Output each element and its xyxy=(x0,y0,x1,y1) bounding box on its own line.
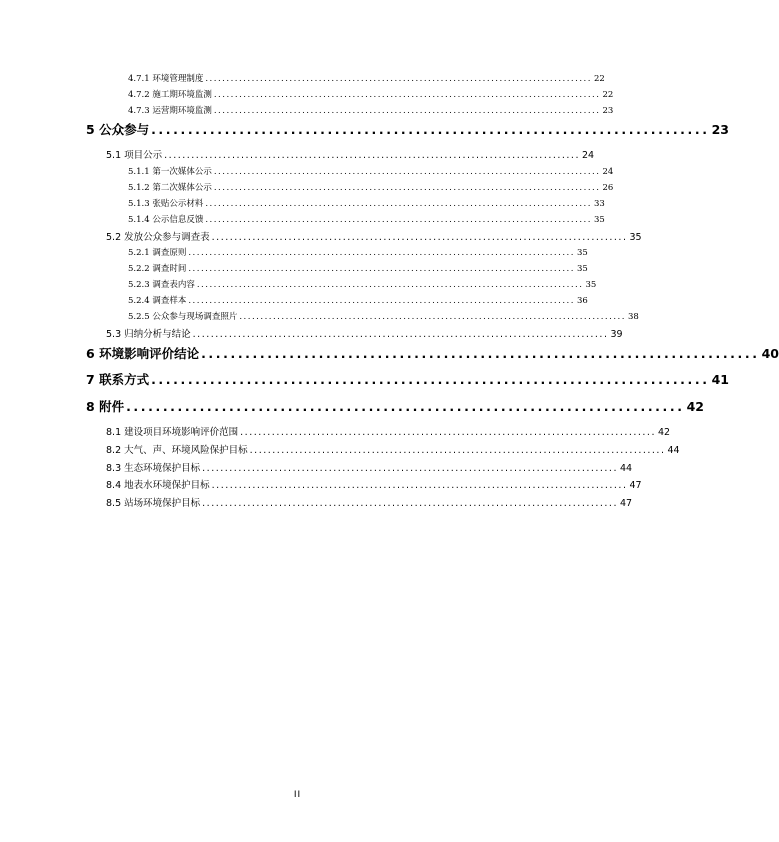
toc-page-number: 38 xyxy=(627,312,639,322)
toc-leader: ............................................................................................ xyxy=(188,264,575,274)
toc-entry-title: 7 联系方式 xyxy=(86,372,150,387)
toc-leader: ............................................................................................ xyxy=(213,167,601,177)
toc-entry-5-2-1[interactable] xyxy=(128,246,588,260)
toc-page-number: 22 xyxy=(602,90,614,100)
toc-entry-title: 5.2 发放公众参与调查表 xyxy=(106,232,210,243)
toc-entry-7[interactable] xyxy=(86,370,729,388)
toc-entry-5-1-1[interactable] xyxy=(128,165,614,179)
toc-entry-title: 8.5 站场环境保护目标 xyxy=(106,498,201,509)
toc-leader: ............................................................................................ xyxy=(188,248,575,258)
toc-entry-5-1-2[interactable] xyxy=(128,181,614,195)
toc-entry-title: 8 附件 xyxy=(86,399,125,414)
toc-leader: ............................................................................................ xyxy=(188,296,575,306)
toc-entry-5-2-5[interactable] xyxy=(128,310,639,324)
toc-leader: ............................................................................ xyxy=(201,346,760,361)
toc-page-number: 26 xyxy=(602,183,614,193)
toc-entry-5-3[interactable] xyxy=(106,326,623,341)
toc-entry-5-2-2[interactable] xyxy=(128,262,588,276)
toc-entry-5-1[interactable] xyxy=(106,147,595,162)
toc-page-number: 41 xyxy=(711,372,729,387)
toc-entry-title: 4.7.2 施工期环境监测 xyxy=(128,90,212,100)
toc-entry-title: 5.1.1 第一次媒体公示 xyxy=(128,167,212,177)
toc-entry-4-7-1[interactable] xyxy=(128,72,605,86)
toc-page-number: 39 xyxy=(610,329,623,340)
page-number-footer: II xyxy=(293,790,302,800)
toc-page-number: 33 xyxy=(593,199,605,209)
toc-page-number: 24 xyxy=(602,167,614,177)
toc-leader: ............................................................................ xyxy=(151,372,710,387)
toc-page-number: 35 xyxy=(629,232,642,243)
toc-entry-8-1[interactable] xyxy=(106,424,671,439)
toc-entry-title: 5.2.3 调查表内容 xyxy=(128,280,195,290)
toc-entry-4-7-3[interactable] xyxy=(128,104,614,118)
toc-entry-title: 5.2.2 调查时间 xyxy=(128,264,187,274)
toc-leader: ............................................................................................ xyxy=(205,215,592,225)
toc-leader: ............................................................................................ xyxy=(239,312,626,322)
toc-leader: ............................................................................................ xyxy=(213,90,601,100)
toc-leader: ............................................................................................ xyxy=(202,463,618,474)
toc-leader: ............................................................................................ xyxy=(164,150,580,161)
toc-entry-title: 8.1 建设项目环境影响评价范围 xyxy=(106,427,239,438)
toc-leader: ............................................................................................ xyxy=(240,427,656,438)
toc-entry-title: 6 环境影响评价结论 xyxy=(86,346,200,361)
toc-entry-title: 4.7.3 运营期环境监测 xyxy=(128,106,212,116)
toc-leader: ............................................................................ xyxy=(126,399,685,414)
toc-page-number: 36 xyxy=(576,296,588,306)
toc-leader: ............................................................................................ xyxy=(213,106,601,116)
toc-leader: ............................................................................ xyxy=(151,122,710,137)
toc-leader: ............................................................................................ xyxy=(213,183,601,193)
toc-page-number: 35 xyxy=(585,280,597,290)
toc-entry-title: 5.2.1 调查原则 xyxy=(128,248,187,258)
toc-entry-8-5[interactable] xyxy=(106,495,633,510)
toc-entry-title: 5.1.2 第二次媒体公示 xyxy=(128,183,212,193)
toc-entry-title: 8.3 生态环境保护目标 xyxy=(106,463,201,474)
toc-page-number: 47 xyxy=(619,498,633,509)
toc-leader: ............................................................................................ xyxy=(205,199,592,209)
toc-entry-4-7-2[interactable] xyxy=(128,88,614,102)
toc-entry-title: 8.4 地表水环境保护目标 xyxy=(106,480,210,491)
toc-entry-5-1-4[interactable] xyxy=(128,213,605,227)
toc-entry-title: 8.2 大气、声、环境风险保护目标 xyxy=(106,445,248,456)
toc-entry-title: 5.2.4 调查样本 xyxy=(128,296,187,306)
toc-leader: ............................................................................................ xyxy=(211,480,628,491)
toc-page-number: 44 xyxy=(667,445,680,456)
toc-page-number: 23 xyxy=(711,122,729,137)
toc-page-number: 24 xyxy=(581,150,595,161)
toc-page-number: 22 xyxy=(593,74,605,84)
toc-page-number: 47 xyxy=(629,480,642,491)
toc-entry-8[interactable] xyxy=(86,397,704,415)
toc-page-number: 35 xyxy=(593,215,605,225)
toc-entry-6[interactable] xyxy=(86,344,779,362)
toc-entry-5[interactable] xyxy=(86,120,729,138)
toc-leader: ............................................................................................ xyxy=(202,498,618,509)
toc-entry-title: 5.2.5 公众参与现场调查照片 xyxy=(128,312,238,322)
toc-leader: ............................................................................................ xyxy=(192,329,609,340)
toc-entry-5-2-3[interactable] xyxy=(128,278,597,292)
toc-page-number: 42 xyxy=(657,427,671,438)
toc-entry-title: 5.3 归纳分析与结论 xyxy=(106,329,191,340)
toc-entry-5-2[interactable] xyxy=(106,229,642,244)
toc-leader: ............................................................................................ xyxy=(205,74,592,84)
toc-page-number: 40 xyxy=(761,346,779,361)
toc-page-number: 35 xyxy=(576,264,588,274)
toc-entry-8-4[interactable] xyxy=(106,477,642,492)
toc-entry-8-3[interactable] xyxy=(106,460,633,475)
toc-leader: ............................................................................................ xyxy=(196,280,584,290)
toc-entry-title: 5.1.4 公示信息反馈 xyxy=(128,215,204,225)
toc-page-number: 35 xyxy=(576,248,588,258)
toc-leader: ............................................................................................ xyxy=(211,232,628,243)
toc-entry-title: 5.1.3 张贴公示材料 xyxy=(128,199,204,209)
toc-page-number: 44 xyxy=(619,463,633,474)
toc-leader: ............................................................................................ xyxy=(249,445,666,456)
toc-entry-8-2[interactable] xyxy=(106,442,680,457)
toc-entry-title: 4.7.1 环境管理制度 xyxy=(128,74,204,84)
toc-entry-5-1-3[interactable] xyxy=(128,197,605,211)
toc-entry-title: 5 公众参与 xyxy=(86,122,150,137)
toc-page-number: 42 xyxy=(686,399,704,414)
toc-entry-title: 5.1 项目公示 xyxy=(106,150,163,161)
toc-page-number: 23 xyxy=(602,106,614,116)
toc-entry-5-2-4[interactable] xyxy=(128,294,588,308)
